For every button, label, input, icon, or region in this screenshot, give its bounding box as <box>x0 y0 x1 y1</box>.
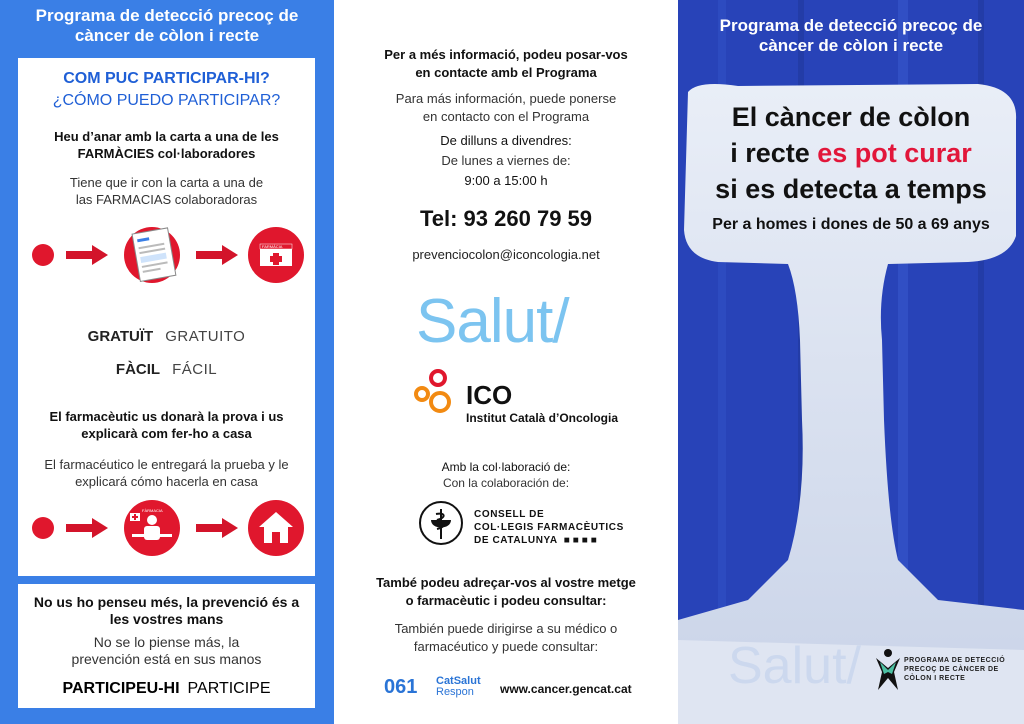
pharmacy-icon <box>248 227 304 283</box>
how-title-es: ¿CÓMO PUEDO PARTICIPAR? <box>52 92 281 109</box>
collab-ca: Amb la col·laboració de: <box>441 460 571 474</box>
ico-name: Institut Català d’Oncologia <box>466 411 619 425</box>
council-line3: DE CATALUNYA <box>474 535 558 546</box>
phone-number[interactable]: Tel: 93 260 79 59 <box>419 206 593 231</box>
letter-icon <box>124 227 180 283</box>
headline-line3: si es detecta a temps <box>715 174 987 204</box>
closing-es: No se lo piense más, la prevención está en sus manos <box>71 634 262 667</box>
easy-label <box>18 361 315 378</box>
collab-es: Con la colaboración de: <box>442 476 570 490</box>
step2-es: El farmacéutico le entregará la prueba y le explicará cómo hacerla en casa <box>44 457 289 489</box>
left-header: Programa de detecció precoç de càncer de còlon i recte <box>35 6 299 45</box>
step1-es: Tiene que ir con la carta a una de las FARMACIAS colaboradoras <box>69 175 264 207</box>
free-ca: GRATUÏT <box>87 328 154 345</box>
arrow-icon <box>66 518 108 538</box>
catsalut-respon <box>436 676 481 698</box>
step2-ca: El farmacèutic us donarà la prova i us explicarà com fer-ho a casa <box>49 409 284 441</box>
pharmacy-sign: FARMÀCIA <box>262 244 283 249</box>
closing-ca: No us ho penseu més, la prevenció és a les vostres mans <box>33 594 300 627</box>
pharmacist-icon <box>124 500 180 556</box>
email-link[interactable]: prevenciocolon@iconcologia.net <box>412 247 600 262</box>
participation-card <box>18 58 315 576</box>
council-name <box>474 508 624 547</box>
doctor-es: También puede dirigirse a su médico o farmacéutico y puede consultar: <box>394 621 618 654</box>
step1-ca: Heu d’anar amb la carta a una de les FARMÀCIES col·laboradores <box>54 129 279 161</box>
pharmacist-sign: FÀRMACIA <box>142 508 163 513</box>
closing-card <box>18 584 315 708</box>
days-ca: De dilluns a divendres: <box>440 133 572 148</box>
ico-logo: ICO <box>466 380 513 410</box>
easy-ca: FÀCIL <box>115 361 161 378</box>
arrow-icon <box>66 245 108 265</box>
catsalut: CatSalut <box>436 675 481 687</box>
info-ca: Per a més informació, podeu posar-vos en contacte amb el Programa <box>384 47 628 80</box>
how-title-ca: COM PUC PARTICIPAR-HI? <box>63 70 270 87</box>
headline-line2-a: i recte <box>730 138 818 168</box>
program-logo-text: PROGRAMA DE DETECCIÓ PRECOÇ DE CÀNCER DE CÒLON I RECTE <box>904 657 1006 682</box>
council-line2: COL·LEGIS FARMACÈUTICS <box>474 522 624 533</box>
audience: Per a homes i dones de 50 a 69 anys <box>712 216 990 233</box>
salut-watermark: Salut/ <box>728 637 861 695</box>
headline-line2 <box>678 136 1024 170</box>
middle-panel <box>334 0 678 724</box>
start-dot <box>32 244 54 266</box>
respon: Respon <box>436 686 474 698</box>
salut-logo: Salut/ <box>416 287 569 356</box>
participate-label <box>18 680 315 698</box>
info-es: Para más información, puede ponerse en contacto con el Programa <box>395 91 617 124</box>
right-panel <box>678 0 1024 724</box>
hours: 9:00 a 15:00 h <box>464 173 548 188</box>
arrow-icon <box>196 245 238 265</box>
right-header: Programa de detecció precoç de càncer de còlon i recte <box>719 16 983 55</box>
council-logo-icon <box>418 500 464 546</box>
doctor-ca: També podeu adreçar-vos al vostre metge o farmacèutic i podeu consultar: <box>376 575 636 608</box>
left-panel <box>0 0 334 724</box>
free-label <box>18 328 315 345</box>
council-line1: CONSELL DE <box>474 509 545 520</box>
arrow-icon <box>196 518 238 538</box>
headline-line2-b: es pot curar <box>817 138 972 168</box>
council-line3-row: DE CATALUNYA ■■■■ <box>474 535 600 546</box>
home-icon <box>248 500 304 556</box>
participate-es: PARTICIPE <box>187 680 271 697</box>
start-dot <box>32 517 54 539</box>
phone-061[interactable]: 061 <box>384 676 418 698</box>
website-link[interactable]: www.cancer.gencat.cat <box>500 682 632 696</box>
free-es: GRATUITO <box>165 328 246 345</box>
participate-ca: PARTICIPEU-HI <box>62 680 180 697</box>
headline-line1: El càncer de còlon <box>731 102 971 132</box>
days-es: De lunes a viernes de: <box>441 153 571 168</box>
easy-es: FÁCIL <box>172 361 218 378</box>
ico-logo-icon <box>412 366 464 418</box>
program-logo-icon <box>874 648 902 692</box>
